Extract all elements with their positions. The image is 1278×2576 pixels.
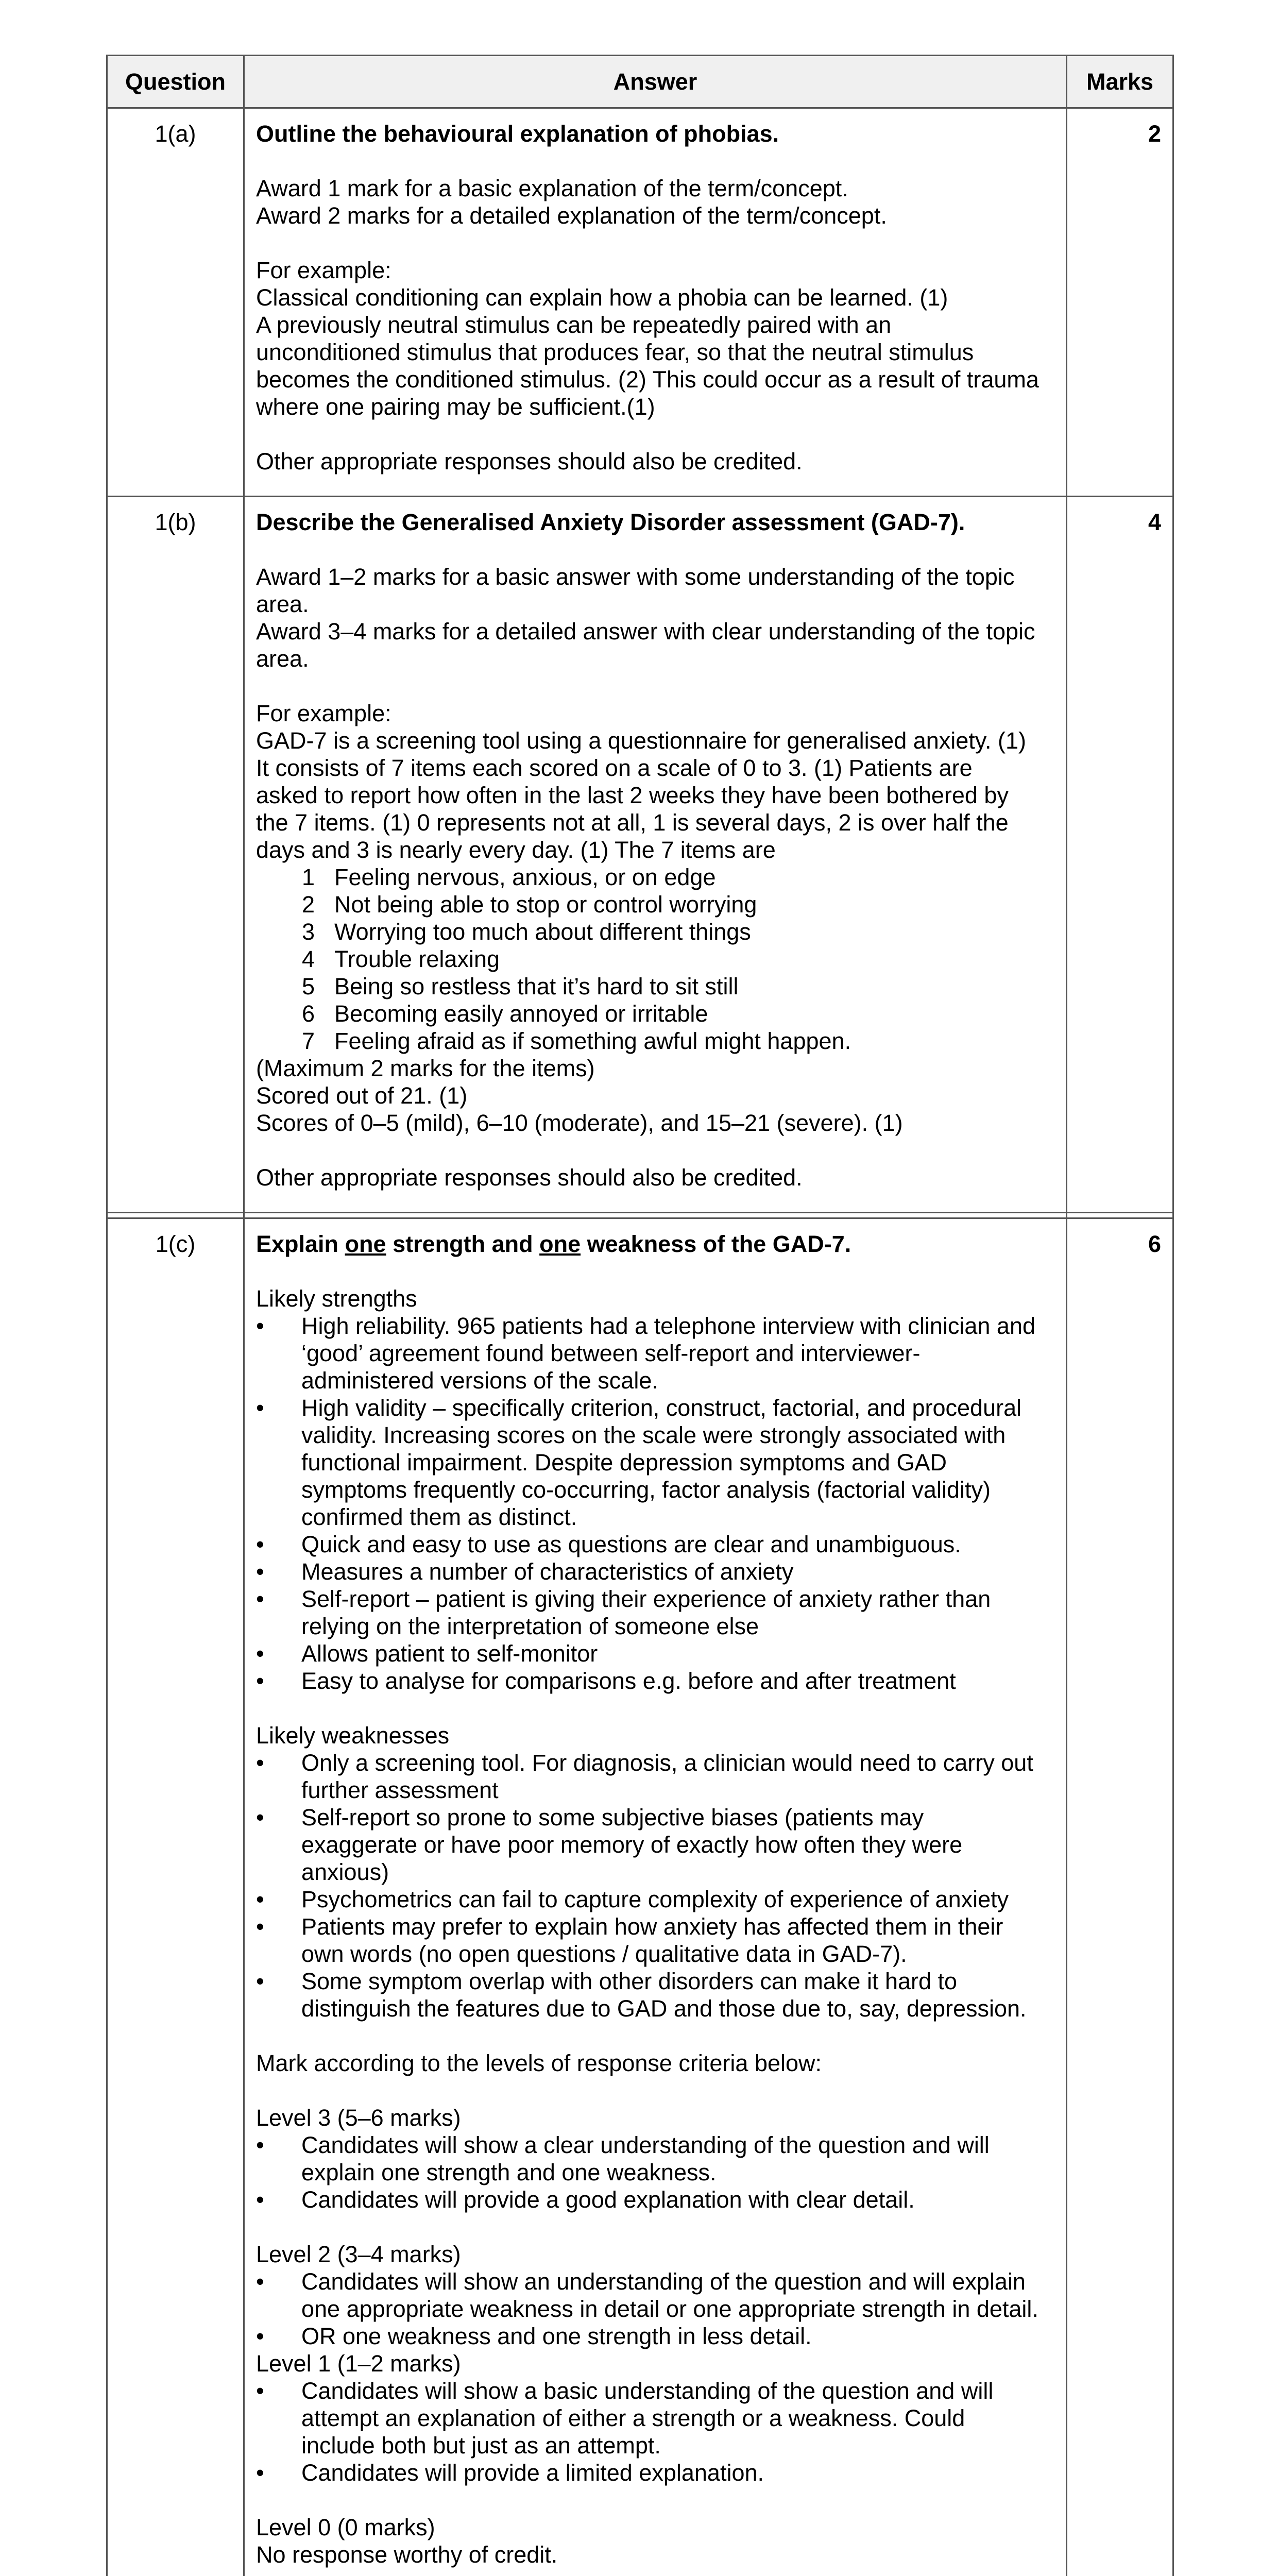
bullet-line: Candidates will provide a good explanation with clear detail. <box>301 2187 915 2213</box>
bullet-line: Measures a number of characteristics of anxiety <box>301 1558 794 1585</box>
other-responses-note: Other appropriate responses should also be credited. <box>256 448 803 474</box>
gad7-item: 7 Feeling afraid as if something awful might happen. <box>301 1028 851 1054</box>
award-line: Award 2 marks for a detailed explanation of the term/concept. <box>256 202 887 229</box>
bullet-line: Self-report so prone to some subjective biases (patients may <box>301 1804 924 1831</box>
example-line: unconditioned stimulus that produces fear, so that the neutral stimulus <box>256 339 974 365</box>
example-line: days and 3 is nearly every day. (1) The 7 items are <box>256 837 776 863</box>
bullet-glyph: • <box>256 1640 264 1667</box>
award-line: area. <box>256 646 309 672</box>
bullet-item <box>256 1394 1054 1531</box>
bullet-line: one appropriate weakness in detail or one appropriate strength in detail. <box>301 2296 1038 2322</box>
bullet-line: High validity – specifically criterion, construct, factorial, and procedural <box>301 1395 1022 1421</box>
bullet-line: functional impairment. Despite depression symptoms and GAD <box>301 1449 947 1476</box>
scoring-line: (Maximum 2 marks for the items) <box>256 1055 595 1081</box>
question-number: 1(b) <box>107 497 244 1213</box>
example-line: asked to report how often in the last 2 weeks they have been bothered by <box>256 782 1009 808</box>
bullet-item <box>256 2268 1054 2323</box>
scoring-line: Scored out of 21. (1) <box>256 1082 468 1109</box>
strengths-label: Likely strengths <box>256 1285 417 1312</box>
question-title: Outline the behavioural explanation of phobias. <box>256 121 779 147</box>
bullet-line: Candidates will show a clear understanding of the question and will <box>301 2132 990 2158</box>
strengths-list <box>256 1312 1054 1694</box>
bullet-line: include both but just as an attempt. <box>301 2432 661 2459</box>
bullet-glyph: • <box>256 1668 264 1694</box>
bullet-glyph: • <box>256 1886 264 1912</box>
example-line: GAD-7 is a screening tool using a questionnaire for generalised anxiety. (1) <box>256 727 1026 754</box>
example-label: For example: <box>256 257 391 283</box>
bullet-line: Psychometrics can fail to capture complexity of experience of anxiety <box>301 1886 1009 1912</box>
bullet-item <box>256 2459 1054 2486</box>
bullet-line: Some symptom overlap with other disorders can make it hard to <box>301 1968 958 1994</box>
answer-cell <box>244 1218 1067 2576</box>
row-separator <box>107 1213 1173 1218</box>
bullet-line: symptoms frequently co-occurring, factor analysis (factorial validity) <box>301 1477 991 1503</box>
gad7-item: 2 Not being able to stop or control worrying <box>301 891 757 918</box>
row-1c <box>107 1218 1173 2576</box>
bullet-item <box>256 1968 1054 2022</box>
bullet-item <box>256 1585 1054 1640</box>
bullet-line: attempt an explanation of either a strength or a weakness. Could <box>301 2405 965 2431</box>
gad7-item: 5 Being so restless that it’s hard to sit still <box>301 973 739 999</box>
header-marks: Marks <box>1067 56 1173 108</box>
header-answer: Answer <box>244 56 1067 108</box>
bullet-line: Allows patient to self-monitor <box>301 1640 598 1667</box>
bullet-glyph: • <box>256 2268 264 2295</box>
bullet-item <box>256 2323 1054 2350</box>
bullet-item <box>256 2377 1054 2459</box>
criteria-intro: Mark according to the levels of response criteria below: <box>256 2050 822 2076</box>
scoring-line: Scores of 0–5 (mild), 6–10 (moderate), and 15–21 (severe). (1) <box>256 1110 903 1136</box>
bullet-glyph: • <box>256 1586 264 1612</box>
award-line: Award 1–2 marks for a basic answer with some understanding of the topic <box>256 564 1015 590</box>
bullet-line: High reliability. 965 patients had a telephone interview with clinician and <box>301 1313 1036 1339</box>
level-2-list <box>256 2268 1054 2350</box>
example-line: A previously neutral stimulus can be repeatedly paired with an <box>256 312 892 338</box>
level-0-text: No response worthy of credit. <box>256 2541 558 2568</box>
bullet-line: Candidates will show a basic understanding of the question and will <box>301 2378 994 2404</box>
bullet-glyph: • <box>256 1913 264 1940</box>
bullet-line: further assessment <box>301 1777 499 1803</box>
level-0-label: Level 0 (0 marks) <box>256 2514 435 2540</box>
bullet-item <box>256 2131 1054 2186</box>
bullet-item <box>256 2186 1054 2213</box>
bullet-item <box>256 1558 1054 1585</box>
bullet-glyph: • <box>256 1558 264 1585</box>
bullet-line: Self-report – patient is giving their experience of anxiety rather than <box>301 1586 991 1612</box>
bullet-item <box>256 1640 1054 1667</box>
level-3-list <box>256 2131 1054 2213</box>
bullet-line: Easy to analyse for comparisons e.g. before and after treatment <box>301 1668 956 1694</box>
answer-cell <box>244 497 1067 1213</box>
marks-value: 6 <box>1067 1218 1173 2576</box>
bullet-glyph: • <box>256 2132 264 2158</box>
weaknesses-label: Likely weaknesses <box>256 1722 450 1749</box>
bullet-glyph: • <box>256 1968 264 1994</box>
question-number: 1(a) <box>107 108 244 497</box>
gad7-item: 3 Worrying too much about different things <box>301 919 751 945</box>
level-2-label: Level 2 (3–4 marks) <box>256 2241 461 2267</box>
award-line: area. <box>256 591 309 617</box>
award-line: Award 1 mark for a basic explanation of the term/concept. <box>256 175 848 201</box>
bullet-line: validity. Increasing scores on the scale were strongly associated with <box>301 1422 1006 1448</box>
bullet-item <box>256 1531 1054 1558</box>
level-1-label: Level 1 (1–2 marks) <box>256 2350 461 2377</box>
bullet-line: explain one strength and one weakness. <box>301 2159 717 2185</box>
bullet-glyph: • <box>256 2460 264 2486</box>
bullet-item <box>256 1749 1054 1804</box>
example-line: where one pairing may be sufficient.(1) <box>256 394 655 420</box>
bullet-glyph: • <box>256 1313 264 1339</box>
bullet-item <box>256 1312 1054 1394</box>
bullet-line: relying on the interpretation of someone else <box>301 1613 759 1639</box>
mark-scheme-table <box>106 55 1174 2576</box>
example-line: It consists of 7 items each scored on a scale of 0 to 3. (1) Patients are <box>256 755 973 781</box>
example-line: Classical conditioning can explain how a phobia can be learned. (1) <box>256 284 948 311</box>
bullet-line: Candidates will provide a limited explanation. <box>301 2460 764 2486</box>
bullet-line: confirmed them as distinct. <box>301 1504 577 1530</box>
marks-value: 4 <box>1067 497 1173 1213</box>
bullet-line: anxious) <box>301 1859 389 1885</box>
bullet-glyph: • <box>256 2323 264 2349</box>
bullet-glyph: • <box>256 1804 264 1831</box>
bullet-glyph: • <box>256 1750 264 1776</box>
header-row <box>107 56 1173 108</box>
bullet-glyph: • <box>256 1395 264 1421</box>
bullet-item <box>256 1804 1054 1886</box>
level-3-label: Level 3 (5–6 marks) <box>256 2105 461 2131</box>
bullet-glyph: • <box>256 2378 264 2404</box>
bullet-line: exaggerate or have poor memory of exactly how often they were <box>301 1832 963 1858</box>
example-line: becomes the conditioned stimulus. (2) This could occur as a result of trauma <box>256 366 1039 393</box>
row-1a <box>107 108 1173 497</box>
level-1-list <box>256 2377 1054 2486</box>
example-line: the 7 items. (1) 0 represents not at all, 1 is several days, 2 is over half the <box>256 809 1009 836</box>
bullet-glyph: • <box>256 1531 264 1557</box>
bullet-line: administered versions of the scale. <box>301 1367 658 1394</box>
answer-cell <box>244 108 1067 497</box>
header-question: Question <box>107 56 244 108</box>
question-number: 1(c) <box>107 1218 244 2576</box>
gad7-item: 6 Becoming easily annoyed or irritable <box>301 1001 708 1027</box>
bullet-line: Candidates will show an understanding of the question and will explain <box>301 2268 1026 2295</box>
example-label: For example: <box>256 700 391 726</box>
bullet-item <box>256 1913 1054 1968</box>
gad7-item: 1 Feeling nervous, anxious, or on edge <box>301 864 716 890</box>
row-1b <box>107 497 1173 1213</box>
bullet-line: Only a screening tool. For diagnosis, a clinician would need to carry out <box>301 1750 1033 1776</box>
question-title: Describe the Generalised Anxiety Disorder assessment (GAD-7). <box>256 509 965 535</box>
bullet-line: Quick and easy to use as questions are clear and unambiguous. <box>301 1531 961 1557</box>
bullet-item <box>256 1667 1054 1694</box>
award-line: Award 3–4 marks for a detailed answer with clear understanding of the topic <box>256 618 1035 645</box>
bullet-line: ‘good’ agreement found between self-report and interviewer- <box>301 1340 921 1366</box>
bullet-item <box>256 1886 1054 1913</box>
bullet-line: Patients may prefer to explain how anxiety has affected them in their <box>301 1913 1003 1940</box>
gad7-item: 4 Trouble relaxing <box>301 946 500 972</box>
marks-value: 2 <box>1067 108 1173 497</box>
other-responses-note: Other appropriate responses should also be credited. <box>256 1164 803 1191</box>
bullet-line: own words (no open questions / qualitative data in GAD-7). <box>301 1941 907 1967</box>
bullet-line: distinguish the features due to GAD and those due to, say, depression. <box>301 1995 1027 2022</box>
weaknesses-list <box>256 1749 1054 2022</box>
bullet-line: OR one weakness and one strength in less detail. <box>301 2323 812 2349</box>
question-title: Explain one strength and one weakness of the GAD-7. <box>256 1231 851 1257</box>
bullet-glyph: • <box>256 2187 264 2213</box>
